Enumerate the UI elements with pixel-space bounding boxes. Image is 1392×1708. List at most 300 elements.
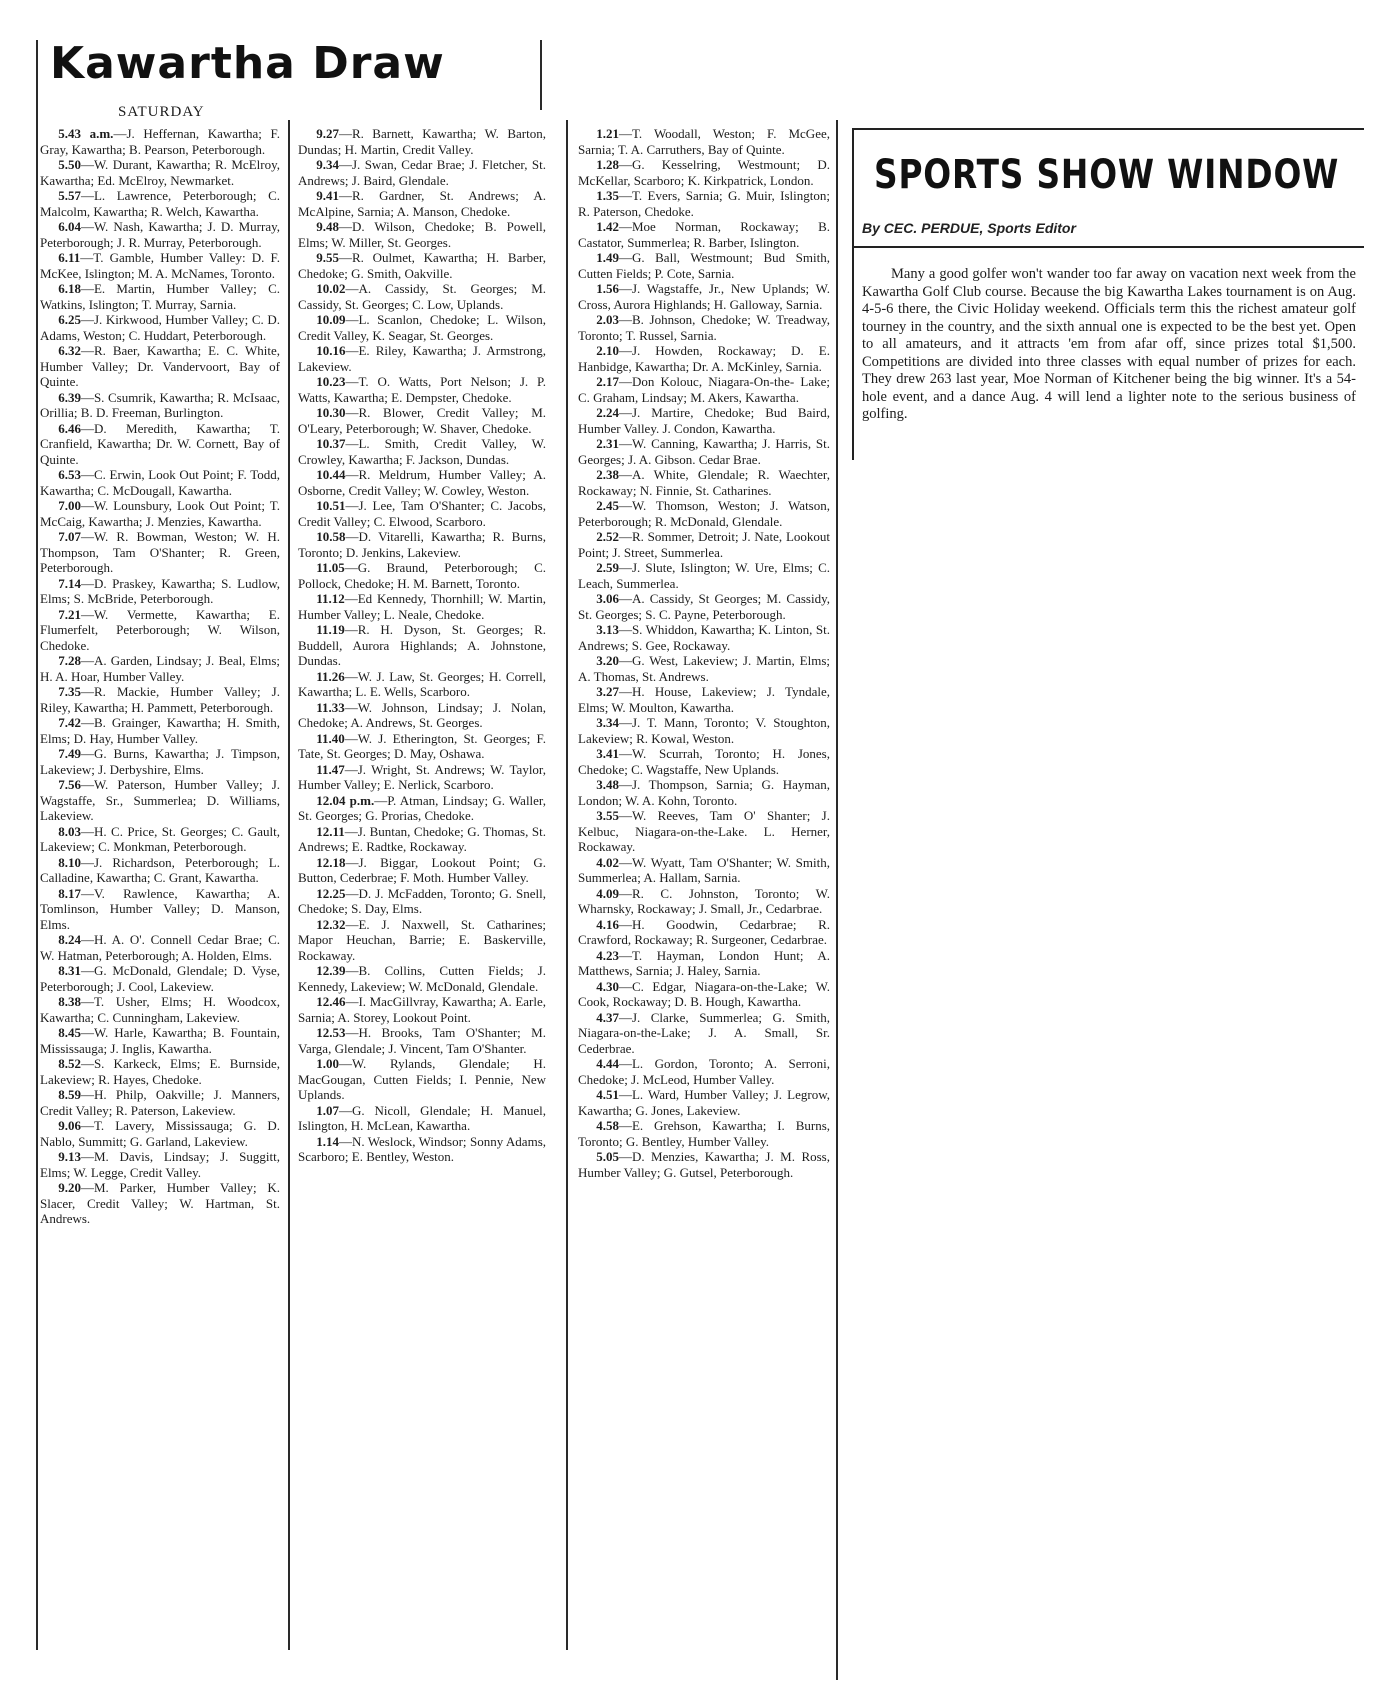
dash: — xyxy=(618,188,632,203)
players: Don Kolouc, Niagara-On-the- Lake; C. Graham, Lindsay; M. Akers, Kawartha. xyxy=(578,374,830,405)
draw-entry xyxy=(40,855,280,886)
draw-entry xyxy=(298,855,546,886)
players: E. Riley, Kawartha; J. Armstrong, Lakeview. xyxy=(298,343,546,374)
tee-time: 3.06 xyxy=(596,591,619,606)
draw-entry xyxy=(40,1056,280,1087)
tee-time: 3.27 xyxy=(596,684,619,699)
players: D. Praskey, Kawartha; S. Ludlow, Elms; S. McBride, Peterborough. xyxy=(40,575,280,606)
draw-entry xyxy=(298,994,546,1025)
tee-time: 2.31 xyxy=(596,436,619,451)
draw-entry xyxy=(578,1010,830,1057)
dash: — xyxy=(618,436,632,451)
tee-time: 6.32 xyxy=(58,343,81,358)
draw-entry xyxy=(40,684,280,715)
tee-time: 12.11 xyxy=(316,823,345,839)
dash: — xyxy=(618,126,632,141)
tee-time: 8.45 xyxy=(58,1025,81,1040)
dash: — xyxy=(344,761,358,777)
tee-time: 4.16 xyxy=(596,916,619,932)
draw-entry xyxy=(298,560,546,591)
draw-entry xyxy=(578,343,830,374)
players: G. McDonald, Glendale; D. Vyse, Peterborough; J. Cool, Lakeview. xyxy=(40,963,280,994)
dash: — xyxy=(345,529,359,544)
tee-time: 2.45 xyxy=(596,498,619,513)
draw-entry xyxy=(298,669,546,700)
dash: — xyxy=(338,1102,352,1118)
dash: — xyxy=(80,575,94,591)
players: A. Cassidy, St Georges; M. Cassidy, St. Georges; S. C. Payne, Peterborough. xyxy=(578,591,830,622)
players: C. Edgar, Niagara-on-the-Lake; W. Cook, Rockaway; D. B. Hough, Kawartha. xyxy=(578,978,830,1009)
players: M. Parker, Humber Valley; K. Slacer, Credit Valley; W. Hartman, St. Andrews. xyxy=(40,1180,280,1226)
players: W. Johnson, Lindsay; J. Nolan, Chedoke; A. Andrews, St. Georges. xyxy=(298,699,546,730)
sports-show-window-article xyxy=(852,128,1364,460)
dash: — xyxy=(80,854,94,870)
players: B. Johnson, Chedoke; W. Treadway, Toronto; T. Russel, Sarnia. xyxy=(578,312,830,343)
players: W. J. Etherington, St. Georges; F. Tate, St. Georges; D. May, Oshawa. xyxy=(298,730,546,761)
tee-time: 6.53 xyxy=(58,467,81,482)
draw-entry xyxy=(40,421,280,468)
draw-entry xyxy=(298,126,546,157)
dash: — xyxy=(618,405,632,420)
players: G. Braund, Peterborough; C. Pollock, Chedoke; H. M. Barnett, Toronto. xyxy=(298,560,546,591)
tee-time: 4.02 xyxy=(596,854,619,870)
players: G. Kesselring, Westmount; D. McKellar, Scarboro; K. Kirkpatrick, London. xyxy=(578,157,830,188)
tee-time: 8.31 xyxy=(58,963,81,978)
tee-time: 12.46 xyxy=(316,994,346,1009)
tee-time: 7.49 xyxy=(58,746,81,761)
draw-entry xyxy=(298,762,546,793)
draw-entry xyxy=(578,886,830,917)
players: E. Grehson, Kawartha; I. Burns, Toronto; G. Bentley, Humber Valley. xyxy=(578,1118,830,1149)
tee-time: 2.17 xyxy=(596,374,619,389)
dash: — xyxy=(80,467,94,482)
dash: — xyxy=(345,963,359,978)
dash: — xyxy=(344,699,358,715)
draw-entry xyxy=(40,343,280,390)
players: R. Mackie, Humber Valley; J. Riley, Kawartha; H. Pammett, Peterborough. xyxy=(40,684,280,715)
tee-time: 6.04 xyxy=(58,219,81,234)
left-border-rule xyxy=(36,40,38,1650)
draw-entry xyxy=(578,498,830,529)
players: E. Martin, Humber Valley; C. Watkins, Islington; T. Murray, Sarnia. xyxy=(40,281,280,312)
dash: — xyxy=(80,1025,94,1040)
dash: — xyxy=(80,653,94,668)
tee-time: 7.00 xyxy=(58,498,81,513)
draw-entry xyxy=(40,250,280,281)
dash: — xyxy=(80,994,94,1009)
dash: — xyxy=(618,715,632,730)
players: R. H. Dyson, St. Georges; R. Buddell, Aurora Highlands; A. Johnstone, Dundas. xyxy=(298,622,546,668)
tee-time: 6.18 xyxy=(58,281,81,296)
draw-entry xyxy=(578,746,830,777)
dash: — xyxy=(345,436,359,451)
draw-entry xyxy=(578,855,830,886)
players: J. Swan, Cedar Brae; J. Fletcher, St. Andrews; J. Baird, Glendale. xyxy=(298,157,546,188)
players: R. Barnett, Kawartha; W. Barton, Dundas; H. Martin, Credit Valley. xyxy=(298,126,546,157)
draw-column-3 xyxy=(578,126,830,1646)
dash: — xyxy=(618,916,632,932)
draw-entry xyxy=(40,1025,280,1056)
dash: — xyxy=(80,684,94,699)
draw-entry xyxy=(40,467,280,498)
players: D. Meredith, Kawartha; T. Cranfield, Kawartha; Dr. W. Cornett, Bay of Quinte. xyxy=(40,420,280,467)
players: S. Whiddon, Kawartha; K. Linton, St. Andrews; S. Gee, Rockaway. xyxy=(578,622,830,653)
players: W. Paterson, Humber Valley; J. Wagstaffe, Sr., Summerlea; D. Williams, Lakeview. xyxy=(40,777,280,823)
draw-entry xyxy=(40,390,280,421)
tee-time: 12.25 xyxy=(316,885,346,901)
draw-entry xyxy=(40,653,280,684)
dash: — xyxy=(618,684,632,699)
draw-entry xyxy=(40,824,280,855)
players: L. Scanlon, Chedoke; L. Wilson, Credit Valley, K. Seagar, St. Georges. xyxy=(298,312,546,343)
dash: — xyxy=(80,343,94,358)
dash: — xyxy=(618,467,632,482)
tee-time: 11.19 xyxy=(316,622,345,637)
tee-time: 1.14 xyxy=(316,1133,339,1149)
players: B. Collins, Cutten Fields; J. Kennedy, Lakeview; W. McDonald, Glendale. xyxy=(298,963,546,994)
dash: — xyxy=(80,1118,94,1133)
tee-time: 11.26 xyxy=(316,668,345,684)
tee-time: 6.11 xyxy=(58,250,81,265)
draw-entry xyxy=(40,963,280,994)
dash: — xyxy=(80,498,94,513)
tee-time: 10.09 xyxy=(316,312,346,327)
dash: — xyxy=(345,281,359,296)
players: W. J. Law, St. Georges; H. Correll, Kawartha; L. E. Wells, Scarboro. xyxy=(298,668,546,699)
players: R. C. Johnston, Toronto; W. Wharnsky, Rockaway; J. Small, Jr., Cedarbrae. xyxy=(578,885,830,916)
draw-entry xyxy=(298,312,546,343)
dash: — xyxy=(80,529,94,544)
dash: — xyxy=(338,219,352,234)
tee-time: 1.07 xyxy=(316,1102,339,1118)
tee-time: 1.28 xyxy=(596,157,619,172)
dash: — xyxy=(345,885,359,901)
tee-time: 8.24 xyxy=(58,932,81,947)
tee-time: 1.35 xyxy=(596,188,619,203)
draw-entry xyxy=(298,591,546,622)
dash: — xyxy=(80,606,94,622)
tee-time: 7.28 xyxy=(58,653,81,668)
draw-entry xyxy=(578,917,830,948)
tee-time: 1.00 xyxy=(316,1056,339,1071)
dash: — xyxy=(80,823,94,839)
tee-time: 10.58 xyxy=(316,529,346,544)
draw-entry xyxy=(578,1056,830,1087)
tee-time: 9.41 xyxy=(316,188,339,203)
players: H. Brooks, Tam O'Shanter; M. Varga, Glendale; J. Vincent, Tam O'Shanter. xyxy=(298,1025,546,1056)
players: J. Heffernan, Kawartha; F. Gray, Kawartha; B. Pearson, Peterborough. xyxy=(40,126,280,157)
draw-entry xyxy=(40,188,280,219)
tee-time: 10.44 xyxy=(316,467,346,482)
tee-time: 3.20 xyxy=(596,653,619,668)
dash: — xyxy=(618,1009,632,1025)
players: R. Baer, Kawartha; E. C. White, Humber Valley; Dr. Vandervoort, Bay of Quinte. xyxy=(40,343,280,389)
dash: — xyxy=(80,1087,94,1102)
draw-entry xyxy=(298,963,546,994)
tee-time: 5.43 a.m. xyxy=(58,126,114,141)
draw-entry xyxy=(578,591,830,622)
dash: — xyxy=(338,157,352,172)
draw-entry xyxy=(578,1118,830,1149)
draw-entry xyxy=(578,622,830,653)
players: R. Sommer, Detroit; J. Nate, Lookout Point; J. Street, Summerlea. xyxy=(578,529,830,560)
draw-entry xyxy=(298,529,546,560)
tee-time: 11.05 xyxy=(316,560,345,575)
dash: — xyxy=(618,343,632,358)
players: J. T. Mann, Toronto; V. Stoughton, Lakeview; R. Kowal, Weston. xyxy=(578,715,830,746)
draw-column-2 xyxy=(298,126,546,1646)
dash: — xyxy=(618,157,632,172)
dash: — xyxy=(618,312,632,327)
dash: — xyxy=(618,978,632,994)
tee-time: 10.02 xyxy=(316,281,346,296)
tee-time: 7.07 xyxy=(58,529,81,544)
draw-entry xyxy=(578,126,830,157)
draw-entry xyxy=(40,994,280,1025)
draw-entry xyxy=(578,188,830,219)
draw-entry xyxy=(578,374,830,405)
day-heading: SATURDAY xyxy=(118,104,205,120)
dash: — xyxy=(80,250,94,265)
tee-time: 10.37 xyxy=(316,436,346,451)
players: P. Atman, Lindsay; G. Waller, St. Georges; G. Prorias, Chedoke. xyxy=(298,792,546,823)
tee-time: 12.18 xyxy=(316,854,346,870)
players: T. Woodall, Weston; F. McGee, Sarnia; T. A. Carruthers, Bay of Quinte. xyxy=(578,126,830,157)
dash: — xyxy=(80,746,94,761)
tee-time: 2.52 xyxy=(596,529,619,544)
draw-entry xyxy=(298,498,546,529)
tee-time: 1.49 xyxy=(596,250,619,265)
tee-time: 10.30 xyxy=(316,405,346,420)
players: G. Nicoll, Glendale; H. Manuel, Islington, H. McLean, Kawartha. xyxy=(298,1102,546,1133)
players: W. Wyatt, Tam O'Shanter; W. Smith, Summerlea; A. Hallam, Sarnia. xyxy=(578,854,830,885)
dash: — xyxy=(618,746,632,761)
dash: — xyxy=(344,730,358,746)
dash: — xyxy=(345,1025,359,1040)
players: R. Gardner, St. Andrews; A. McAlpine, Sarnia; A. Manson, Chedoke. xyxy=(298,188,546,219)
draw-entry xyxy=(40,1087,280,1118)
tee-time: 8.03 xyxy=(58,823,81,839)
dash: — xyxy=(113,126,127,141)
players: L. Lawrence, Peterborough; C. Malcolm, Kawartha; R. Welch, Kawartha. xyxy=(40,188,280,219)
dash: — xyxy=(80,219,94,234)
dash: — xyxy=(80,1056,94,1071)
draw-entry xyxy=(578,281,830,312)
dash: — xyxy=(618,374,632,389)
players: W. Nash, Kawartha; J. D. Murray, Peterborough; J. R. Murray, Peterborough. xyxy=(40,219,280,250)
players: J. Lee, Tam O'Shanter; C. Jacobs, Credit Valley; C. Elwood, Scarboro. xyxy=(298,498,546,529)
tee-time: 8.17 xyxy=(58,885,81,901)
draw-entry xyxy=(298,1025,546,1056)
players: J. Wright, St. Andrews; W. Taylor, Humber Valley; E. Nerlick, Scarboro. xyxy=(298,761,546,792)
tee-time: 7.56 xyxy=(58,777,81,792)
tee-time: 12.04 p.m. xyxy=(316,792,375,808)
dash: — xyxy=(618,591,632,606)
dash: — xyxy=(374,792,388,808)
players: J. Buntan, Chedoke; G. Thomas, St. Andrews; E. Radtke, Rockaway. xyxy=(298,823,546,854)
players: J. Howden, Rockaway; D. E. Hanbidge, Kawartha; Dr. A. McKinley, Sarnia. xyxy=(578,343,830,374)
players: L. Gordon, Toronto; A. Serroni, Chedoke; J. McLeod, Humber Valley. xyxy=(578,1056,830,1087)
sports-title: SPORTS SHOW WINDOW xyxy=(874,152,1340,198)
draw-entry xyxy=(578,715,830,746)
draw-entry xyxy=(298,281,546,312)
tee-time: 8.38 xyxy=(58,994,81,1009)
dash: — xyxy=(618,1149,632,1164)
draw-entry xyxy=(298,436,546,467)
dash: — xyxy=(618,653,632,668)
tee-time: 1.21 xyxy=(596,126,619,141)
players: L. Smith, Credit Valley, W. Crowley, Kawartha; F. Jackson, Dundas. xyxy=(298,436,546,467)
dash: — xyxy=(338,188,352,203)
draw-entry xyxy=(578,948,830,979)
tee-time: 11.33 xyxy=(316,699,345,715)
tee-time: 5.50 xyxy=(58,157,81,172)
players: G. Ball, Westmount; Bud Smith, Cutten Fields; P. Cote, Sarnia. xyxy=(578,250,830,281)
draw-entry xyxy=(298,731,546,762)
draw-entry xyxy=(298,374,546,405)
players: I. MacGillvray, Kawartha; A. Earle, Sarnia; A. Storey, Lookout Point. xyxy=(298,994,546,1025)
tee-time: 3.34 xyxy=(596,715,619,730)
tee-time: 6.39 xyxy=(58,389,81,405)
tee-time: 10.51 xyxy=(316,498,346,513)
tee-time: 4.51 xyxy=(596,1087,619,1102)
draw-entry xyxy=(40,281,280,312)
dash: — xyxy=(338,250,352,265)
draw-entry xyxy=(40,777,280,824)
draw-entry xyxy=(40,1118,280,1149)
dash: — xyxy=(345,374,359,389)
players: W. Thomson, Weston; J. Watson, Peterborough; R. McDonald, Glendale. xyxy=(578,498,830,529)
draw-entry xyxy=(578,1149,830,1180)
players: J. Slute, Islington; W. Ure, Elms; C. Leach, Summerlea. xyxy=(578,560,830,591)
draw-entry xyxy=(298,467,546,498)
tee-time: 12.53 xyxy=(316,1025,346,1040)
tee-time: 8.52 xyxy=(58,1056,81,1071)
column-rule-2 xyxy=(566,120,568,1650)
draw-entry xyxy=(578,560,830,591)
draw-entry xyxy=(578,777,830,808)
dash: — xyxy=(344,823,358,839)
draw-entry xyxy=(40,746,280,777)
players: N. Weslock, Windsor; Sonny Adams, Scarboro; E. Bentley, Weston. xyxy=(298,1133,546,1164)
draw-entry xyxy=(40,607,280,654)
tee-time: 3.41 xyxy=(596,746,619,761)
dash: — xyxy=(345,405,359,420)
dash: — xyxy=(618,529,632,544)
dash: — xyxy=(345,994,359,1009)
headline-right-rule xyxy=(540,40,542,110)
column-rule-3 xyxy=(836,120,838,1680)
players: M. Davis, Lindsay; J. Suggitt, Elms; W. Legge, Credit Valley. xyxy=(40,1149,280,1180)
draw-entry xyxy=(40,715,280,746)
players: T. O. Watts, Port Nelson; J. P. Watts, Kawartha; E. Dempster, Chedoke. xyxy=(298,374,546,405)
byline-rule xyxy=(854,246,1364,248)
players: S. Karkeck, Elms; E. Burnside, Lakeview; R. Hayes, Chedoke. xyxy=(40,1056,280,1087)
column-rule-1 xyxy=(288,120,290,1650)
players: A. Cassidy, St. Georges; M. Cassidy, St. Georges; C. Low, Uplands. xyxy=(298,281,546,312)
players: D. J. McFadden, Toronto; G. Snell, Chedoke; S. Day, Elms. xyxy=(298,885,546,916)
tee-time: 1.42 xyxy=(596,219,619,234)
players: A. Garden, Lindsay; J. Beal, Elms; H. A. Hoar, Humber Valley. xyxy=(40,653,280,684)
players: Ed Kennedy, Thornhill; W. Martin, Humber Valley; L. Neale, Chedoke. xyxy=(298,591,546,622)
draw-entry xyxy=(40,529,280,576)
dash: — xyxy=(618,498,632,513)
dash: — xyxy=(344,668,358,684)
tee-time: 7.42 xyxy=(58,715,81,730)
players: T. Evers, Sarnia; G. Muir, Islington; R. Paterson, Chedoke. xyxy=(578,188,830,219)
players: T. Lavery, Mississauga; G. D. Nablo, Summitt; G. Garland, Lakeview. xyxy=(40,1118,280,1149)
dash: — xyxy=(80,389,94,405)
headline: Kawartha Draw xyxy=(50,38,445,89)
tee-time: 1.56 xyxy=(596,281,619,296)
dash: — xyxy=(618,854,632,870)
draw-entry xyxy=(40,886,280,933)
tee-time: 11.47 xyxy=(316,761,345,777)
players: D. Menzies, Kawartha; J. M. Ross, Humber Valley; G. Gutsel, Peterborough. xyxy=(578,1149,830,1180)
draw-entry xyxy=(40,157,280,188)
players: J. Kirkwood, Humber Valley; C. D. Adams, Weston; C. Huddart, Peterborough. xyxy=(40,312,280,343)
dash: — xyxy=(80,420,94,436)
draw-column-1 xyxy=(40,126,280,1646)
players: H. Philp, Oakville; J. Manners, Credit Valley; R. Paterson, Lakeview. xyxy=(40,1087,280,1118)
draw-entry xyxy=(578,684,830,715)
players: J. Martire, Chedoke; Bud Baird, Humber Valley. J. Condon, Kawartha. xyxy=(578,405,830,436)
dash: — xyxy=(338,1056,352,1071)
players: W. Scurrah, Toronto; H. Jones, Chedoke; C. Wagstaffe, New Uplands. xyxy=(578,746,830,777)
tee-time: 2.10 xyxy=(596,343,619,358)
tee-time: 6.46 xyxy=(58,420,81,436)
dash: — xyxy=(618,281,632,296)
tee-time: 2.38 xyxy=(596,467,619,482)
players: G. West, Lakeview; J. Martin, Elms; A. Thomas, St. Andrews. xyxy=(578,653,830,684)
draw-entry xyxy=(578,467,830,498)
players: H. Goodwin, Cedarbrae; R. Crawford, Rockaway; R. Surgeoner, Cedarbrae. xyxy=(578,916,830,947)
dash: — xyxy=(618,947,632,963)
dash: — xyxy=(618,219,632,234)
dash: — xyxy=(618,885,632,901)
players: H. A. O'. Connell Cedar Brae; C. W. Hatman, Peterborough; A. Holden, Elms. xyxy=(40,932,280,963)
tee-time: 9.34 xyxy=(316,157,339,172)
draw-entry xyxy=(40,576,280,607)
draw-entry xyxy=(298,219,546,250)
dash: — xyxy=(80,932,94,947)
draw-entry xyxy=(578,808,830,855)
draw-entry xyxy=(578,979,830,1010)
draw-entry xyxy=(298,793,546,824)
players: D. Vitarelli, Kawartha; R. Burns, Toronto; D. Jenkins, Lakeview. xyxy=(298,529,546,560)
dash: — xyxy=(618,1056,632,1071)
players: W. Harle, Kawartha; B. Fountain, Mississauga; J. Inglis, Kawartha. xyxy=(40,1025,280,1056)
players: R. Meldrum, Humber Valley; A. Osborne, Credit Valley; W. Cowley, Weston. xyxy=(298,467,546,498)
draw-entry xyxy=(578,219,830,250)
players: T. Usher, Elms; H. Woodcox, Kawartha; C. Cunningham, Lakeview. xyxy=(40,994,280,1025)
tee-time: 6.25 xyxy=(58,312,81,327)
dash: — xyxy=(618,808,632,823)
draw-entry xyxy=(578,312,830,343)
dash: — xyxy=(345,916,359,932)
tee-time: 10.16 xyxy=(316,343,346,358)
draw-entry xyxy=(578,529,830,560)
draw-entry xyxy=(298,917,546,964)
draw-entry xyxy=(298,343,546,374)
players: D. Wilson, Chedoke; B. Powell, Elms; W. Miller, St. Georges. xyxy=(298,219,546,250)
tee-time: 8.10 xyxy=(58,854,81,870)
tee-time: 2.03 xyxy=(596,312,619,327)
players: J. Richardson, Peterborough; L. Calladine, Kawartha; C. Grant, Kawartha. xyxy=(40,854,280,885)
draw-entry xyxy=(298,188,546,219)
tee-time: 5.05 xyxy=(596,1149,619,1164)
tee-time: 3.55 xyxy=(596,808,619,823)
